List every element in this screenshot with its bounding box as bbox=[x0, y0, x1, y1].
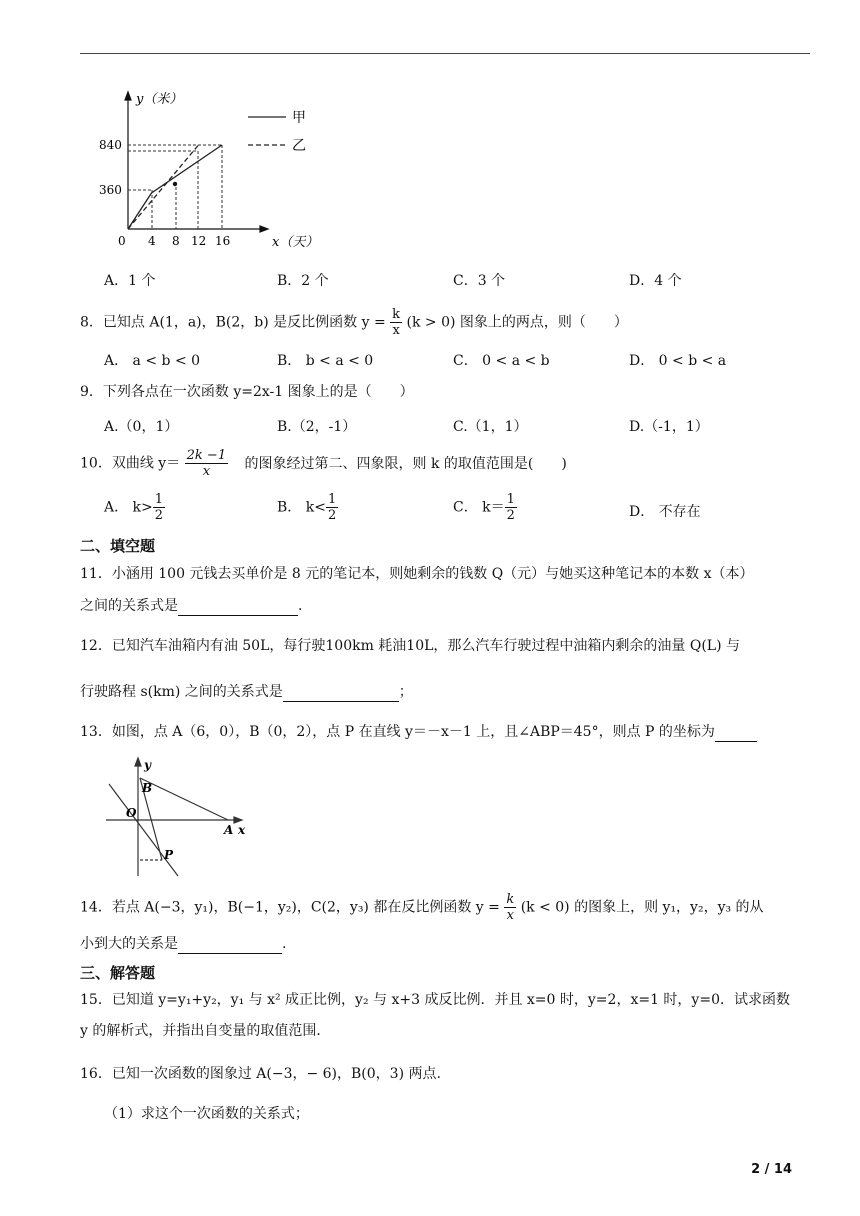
q13-label-x: x bbox=[238, 823, 246, 837]
question-15-line2: y 的解析式，并指出自变量的取值范围． bbox=[80, 1023, 331, 1039]
question-16: 16．已知一次函数的图象过 A(−3，− 6)，B(0，3) 两点. bbox=[80, 1066, 441, 1082]
chart-guides bbox=[128, 145, 222, 229]
q10-option-c-half bbox=[505, 492, 517, 523]
q9-option-d: D.（-1，1） bbox=[629, 419, 709, 435]
q14-line2-text: 小到大的关系是 bbox=[80, 936, 178, 952]
q8-option-b: B． b < a < 0 bbox=[277, 353, 374, 369]
q10-option-b-half bbox=[326, 492, 338, 523]
q8-prefix: 8．已知点 A(1，a)，B(2，b) 是反比例函数 y = bbox=[80, 314, 386, 331]
question-11-line1: 11．小涵用 100 元钱去买单价是 8 元的笔记本，则她剩余的钱数 Q（元）与她买这种笔记本的本数 x（本） bbox=[80, 566, 754, 582]
q14-prefix: 14．若点 A(−3，y₁)，B(−1，y₂)，C(2，y₃) 都在反比例函数 y = bbox=[80, 899, 500, 916]
q12-line2-text: 行驶路程 s(km) 之间的关系式是 bbox=[80, 684, 283, 700]
q7-option-b: B．2 个 bbox=[277, 273, 329, 289]
y-tick-840: 840 bbox=[99, 138, 122, 152]
series-line-yi bbox=[128, 145, 199, 229]
half-den: 2 bbox=[506, 508, 515, 523]
q11-answer-blank[interactable] bbox=[178, 599, 298, 616]
q8-frac-den: x bbox=[392, 323, 400, 338]
q8-option-c: C． 0 < a < b bbox=[453, 353, 550, 369]
q10-fraction bbox=[185, 448, 228, 479]
q11-end: . bbox=[298, 598, 303, 614]
q10-frac-den: x bbox=[202, 464, 211, 479]
q10-prefix: 10．双曲线 y＝ bbox=[80, 455, 181, 472]
q14-frac-num: k bbox=[506, 892, 515, 907]
q14-frac-den: x bbox=[506, 908, 514, 923]
q10-option-c-label: C． k＝ bbox=[453, 499, 505, 516]
q9-option-b: B.（2，-1） bbox=[277, 419, 357, 435]
q8-option-d: D． 0 < b < a bbox=[629, 353, 727, 369]
half-num: 1 bbox=[327, 492, 337, 507]
q10-option-a bbox=[104, 492, 165, 523]
distance-time-chart bbox=[96, 88, 336, 256]
x-tick-16: 16 bbox=[215, 234, 231, 248]
q11-line2-text: 之间的关系式是 bbox=[80, 598, 178, 614]
header-rule bbox=[80, 53, 810, 54]
half-num: 1 bbox=[506, 492, 515, 507]
q10-option-c bbox=[453, 492, 517, 523]
q13-label-y: y bbox=[144, 758, 151, 772]
q10-frac-num: 2k −1 bbox=[186, 448, 227, 463]
question-14-line1 bbox=[80, 892, 764, 923]
q12-answer-blank[interactable] bbox=[283, 685, 399, 702]
question-13 bbox=[80, 722, 757, 742]
q13-figure bbox=[104, 756, 254, 880]
x-tick-12: 12 bbox=[191, 234, 207, 248]
section-fill-in-blank: 二、填空题 bbox=[80, 537, 156, 555]
q14-suffix: (k < 0) 的图象上，则 y₁，y₂，y₃ 的从 bbox=[520, 899, 764, 916]
q10-option-b-label: B． k< bbox=[277, 499, 326, 516]
q14-fraction bbox=[504, 892, 516, 923]
legend-jia: 甲 bbox=[292, 110, 306, 126]
x-tick-4: 4 bbox=[148, 234, 156, 248]
half-den: 2 bbox=[327, 508, 337, 523]
question-16-part1: （1）求这个一次函数的关系式； bbox=[104, 1106, 309, 1122]
series-line-jia bbox=[128, 145, 222, 229]
q8-suffix: (k > 0) 图象上的两点，则（ ） bbox=[406, 314, 628, 331]
question-12-line2 bbox=[80, 682, 413, 702]
q14-end: . bbox=[282, 936, 287, 952]
section-solution: 三、解答题 bbox=[80, 964, 156, 982]
intersection-point bbox=[173, 182, 177, 186]
q10-option-a-half bbox=[153, 492, 165, 523]
q10-suffix: 的图象经过第二、四象限，则 k 的取值范围是( ) bbox=[244, 455, 567, 472]
q10-option-a-label: A． k> bbox=[104, 499, 153, 516]
q8-option-a: A． a < b < 0 bbox=[104, 353, 201, 369]
question-8 bbox=[80, 307, 628, 338]
q13-label-o: O bbox=[126, 806, 137, 820]
q13-label-a: A bbox=[224, 823, 234, 837]
question-15-line1: 15．已知道 y=y₁+y₂，y₁ 与 x² 成正比例，y₂ 与 x+3 成反比例．并且 x=0 时，y=2，x=1 时，y=0．试求函数 bbox=[80, 992, 790, 1008]
q13-line-y-neg-x-1 bbox=[109, 784, 178, 876]
x-axis-label: x（天） bbox=[272, 235, 319, 250]
y-axis-label: y（米） bbox=[136, 92, 183, 107]
q13-label-b: B bbox=[142, 781, 153, 795]
q7-option-d: D．4 个 bbox=[629, 273, 682, 289]
question-12-line1: 12．已知汽车油箱内有油 50L，每行驶100km 耗油10L，那么汽车行驶过程中油箱内剩余的油量 Q(L) 与 bbox=[80, 638, 741, 654]
q7-option-a: A．1 个 bbox=[104, 273, 156, 289]
question-14-line2 bbox=[80, 934, 286, 954]
page-number: 2 / 14 bbox=[751, 1162, 792, 1177]
chart-legend bbox=[248, 110, 306, 154]
x-tick-0: 0 bbox=[118, 234, 126, 248]
q9-option-a: A.（0，1） bbox=[104, 419, 179, 435]
q13-text: 13．如图，点 A（6，0），B（0，2），点 P 在直线 y＝－x－1 上，且∠ABP＝45°，则点 P 的坐标为 bbox=[80, 724, 715, 740]
q13-label-p: P bbox=[164, 848, 174, 862]
q10-option-d: D． 不存在 bbox=[629, 504, 701, 520]
q13-answer-blank[interactable] bbox=[715, 725, 757, 742]
question-9: 9．下列各点在一次函数 y=2x-1 图象上的是（ ） bbox=[80, 384, 414, 400]
legend-yi: 乙 bbox=[292, 138, 306, 154]
q14-answer-blank[interactable] bbox=[178, 937, 282, 954]
question-11-line2 bbox=[80, 596, 302, 616]
q8-fraction bbox=[390, 307, 402, 338]
q9-option-c: C.（1，1） bbox=[453, 419, 528, 435]
q13-y-arrow bbox=[135, 758, 141, 766]
question-10 bbox=[80, 448, 567, 479]
q13-line-ab bbox=[140, 778, 228, 820]
q12-end: ； bbox=[398, 684, 413, 700]
half-den: 2 bbox=[154, 508, 164, 523]
q7-option-c: C．3 个 bbox=[453, 273, 506, 289]
q10-option-b bbox=[277, 492, 338, 523]
half-num: 1 bbox=[154, 492, 164, 507]
q8-frac-num: k bbox=[392, 307, 401, 322]
x-tick-8: 8 bbox=[172, 234, 180, 248]
y-tick-360: 360 bbox=[99, 183, 122, 197]
